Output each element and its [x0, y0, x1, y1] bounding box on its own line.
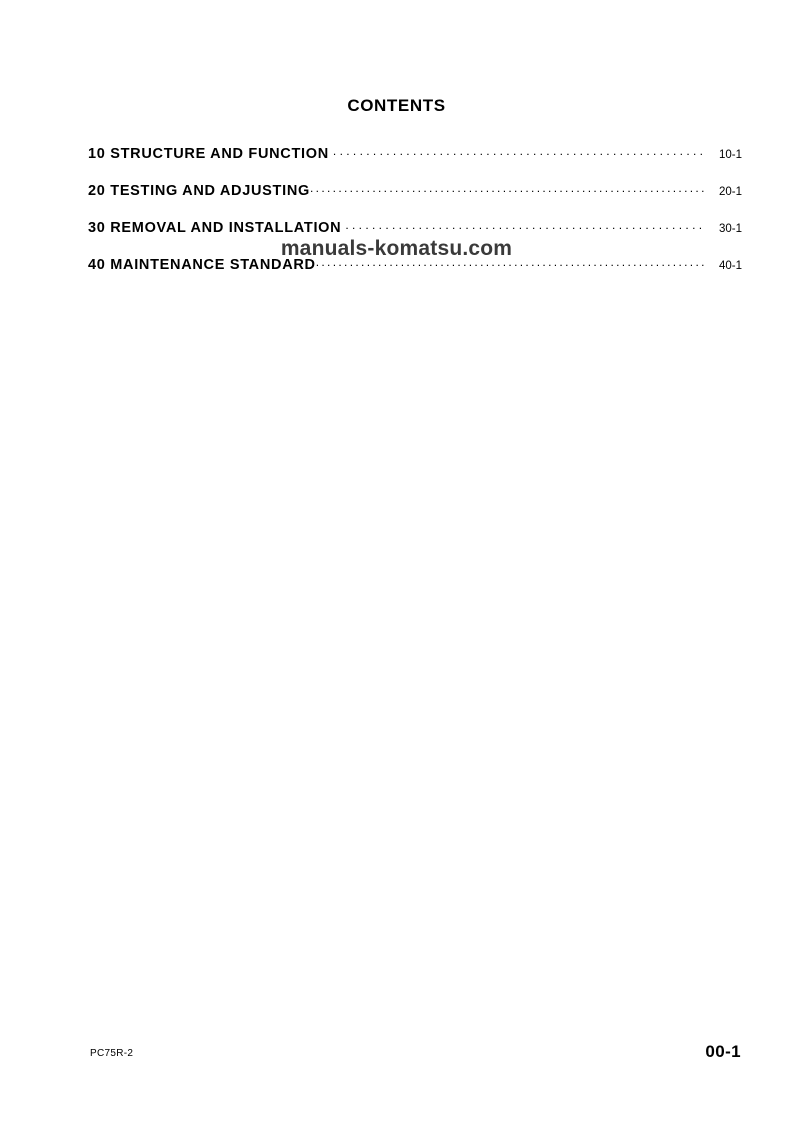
toc-leader-dots: [333, 142, 704, 158]
watermark: manuals-komatsu.com: [280, 237, 513, 260]
toc-entry[interactable]: [88, 179, 742, 216]
toc-leader-dots: [345, 216, 704, 232]
footer-model-code: PC75R-2: [90, 1048, 134, 1059]
toc-leader-dots: [310, 179, 704, 195]
toc-entry[interactable]: [88, 142, 742, 179]
toc-entry-label: 30 REMOVAL AND INSTALLATION: [88, 220, 342, 236]
table-of-contents: [88, 142, 742, 290]
toc-entry-page: 10-1: [718, 149, 742, 161]
toc-entry-page: 20-1: [718, 186, 742, 198]
toc-entry-label: 10 STRUCTURE AND FUNCTION: [88, 146, 329, 162]
toc-entry-label: 20 TESTING AND ADJUSTING: [88, 183, 310, 199]
toc-entry-page: 30-1: [718, 223, 742, 235]
page-title: CONTENTS: [347, 96, 446, 115]
toc-entry-page: 40-1: [718, 260, 742, 272]
footer-page-number: 00-1: [705, 1042, 741, 1061]
toc-entry-label: 40 MAINTENANCE STANDARD: [88, 257, 316, 273]
